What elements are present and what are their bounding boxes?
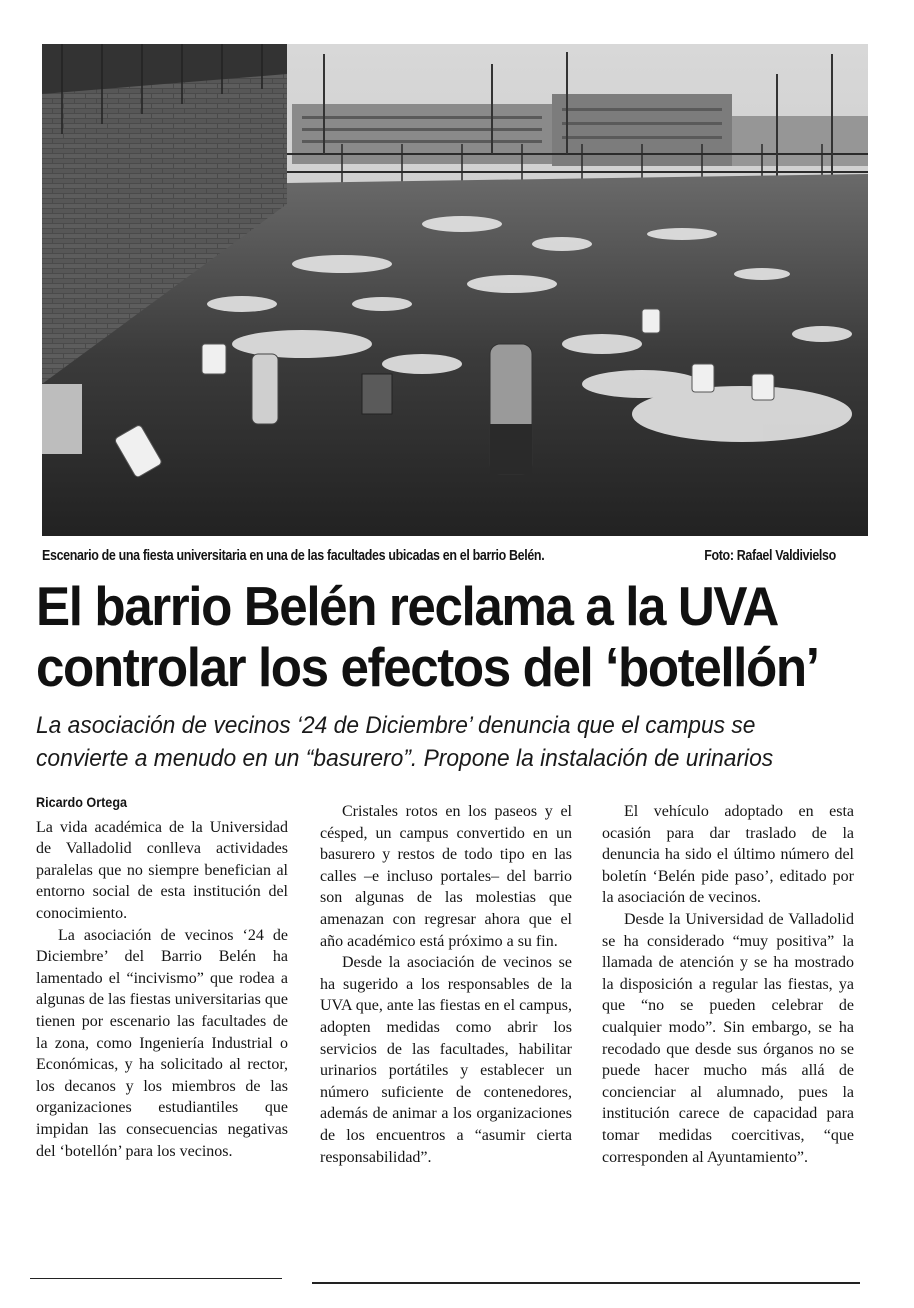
byline: Ricardo Ortega: [36, 794, 128, 810]
article-paragraph: Desde la asociación de vecinos se ha sugerido a los responsables de la UVA que, ante las fiestas en el campus, adopten medidas como abrir los servicios de las facultades, habilitar urinarios portátiles y establecer un número suficiente de contenedores, además de animar a los organizaciones de los encuentros a “asumir cierta responsabilidad”.: [320, 954, 572, 1166]
headline-line-2: controlar los efectos del ‘botellón’: [36, 636, 819, 698]
article-paragraph: El vehículo adoptado en esta ocasión para dar traslado de la denuncia ha sido el último número del boletín ‘Belén pide paso’, editado por la asociación de vecinos.: [602, 803, 854, 907]
subheadline-line-1: La asociación de vecinos ‘24 de Diciembre’ denuncia que el campus se: [36, 712, 756, 739]
headline: [36, 576, 896, 698]
subheadline-line-2: convierte a menudo en un “basurero”. Propone la instalación de urinarios: [36, 745, 774, 772]
subheadline: [36, 709, 896, 775]
photo-caption: [42, 548, 836, 570]
article-column-2: [320, 801, 572, 1168]
article-paragraph: Desde la Universidad de Valladolid se ha considerado “muy positiva” la llamada de atención y se ha mostrado la disposición a regular las fiestas, ya que “no se pueden celebrar de cualquier modo”. Sin embargo, se ha recodado que desde sus órganos no se puede hacer mucho más allá de concienciar al alumnado, pues la institución carece de capacidad para tomar medidas coercitivas, “que corresponden al Ayuntamiento”.: [602, 910, 854, 1166]
photo-credit: Foto: Rafael Valdivielso: [704, 548, 836, 564]
article-column-3: [602, 801, 854, 1168]
bottom-rule-left: [30, 1278, 282, 1279]
campus-litter-photo: [42, 44, 868, 536]
article-paragraph: Cristales rotos en los paseos y el césped, un campus convertido en un basurero y restos de todo tipo en las calles –e incluso portales– del barrio son algunas de las molestias que amenazan con regresar ahora que el año académico está próximo a su fin.: [320, 803, 572, 950]
article-column-1: [36, 792, 288, 1162]
article-paragraph: La vida académica de la Universidad de Valladolid conlleva actividades paralelas que no siempre benefician al entorno social de esta institución del conocimiento.: [36, 818, 288, 922]
bottom-rule-right: [312, 1282, 860, 1284]
caption-text: Escenario de una fiesta universitaria en una de las facultades ubicadas en el barrio Belén.: [42, 548, 545, 564]
article-paragraph: La asociación de vecinos ‘24 de Diciembre’ del Barrio Belén ha lamentado el “incivismo” que rodea a algunas de las fiestas universitarias que tienen por escenario las facultades de la zona, como Ingeniería Industrial o Económicas, y ha solicitado al rector, los decanos y los miembros de las organizaciones estudiantiles que impidan las consecuencias negativas del ‘botellón’ para los vecinos.: [36, 926, 288, 1160]
news-photo: [42, 44, 868, 536]
headline-line-1: El barrio Belén reclama a la UVA: [36, 575, 778, 637]
